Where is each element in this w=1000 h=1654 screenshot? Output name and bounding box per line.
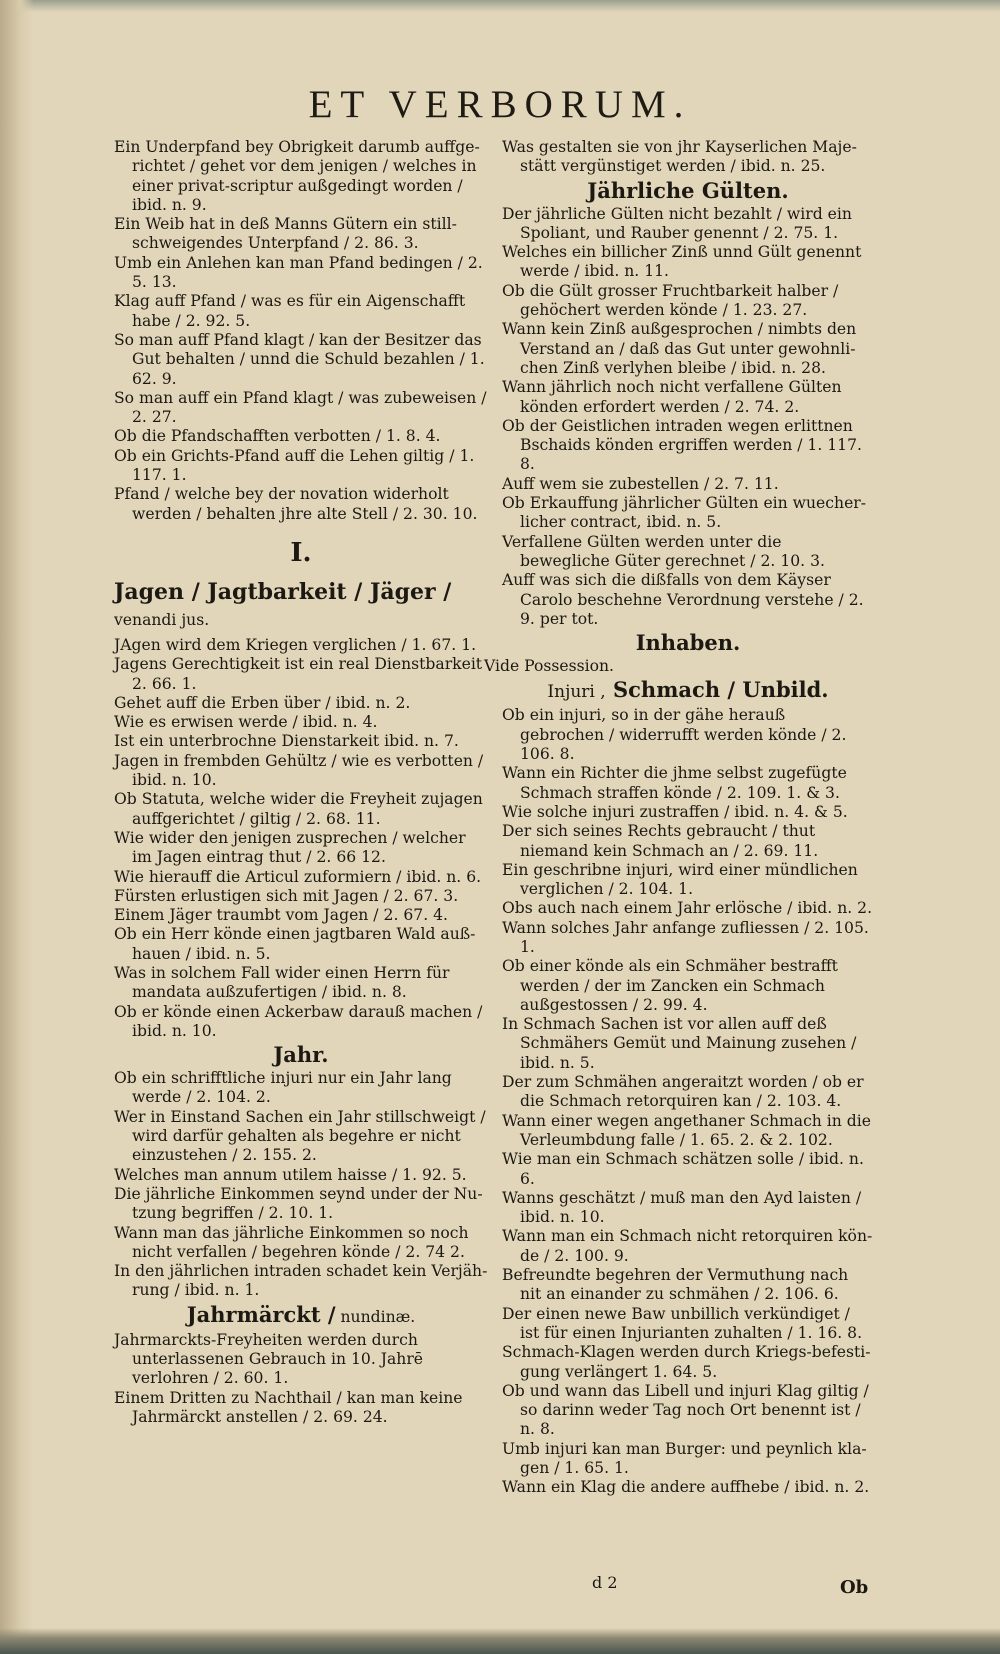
page-bottom-edge <box>0 1628 1000 1654</box>
index-entry: Was in solchem Fall wider einen Herrn für mandata außzufertigen / ibid. n. 8. <box>114 963 450 1002</box>
index-entry: Wann ein Klag die andere auffhebe / ibid. n. 2. <box>502 1478 870 1497</box>
index-entry: Der jährliche Gülten nicht bezahlt / wird ein Spoliant, und Rauber genennt / 2. 75. 1. <box>502 204 852 242</box>
index-entry: Ob einer könde als ein Schmäher bestrafft werden / der im Zancken ein Schmach außgestossen / 2. 99. 4. <box>502 957 838 1014</box>
index-entry: Wie wider den jenigen zusprechen / welcher im Jagen eintrag thut / 2. 66 12. <box>114 828 466 867</box>
index-entry: Pfand / welche bey der novation widerholt werden / behalten jhre alte Stell / 2. 30. 10. <box>114 485 478 523</box>
index-entry: Ob und wann das Libell und injuri Klag giltig / so darinn weder Tag noch Ort benennt ist / n. 8. <box>502 1381 869 1439</box>
index-entry: Einem Dritten zu Nachthail / kan man keine Jahrmärckt anstellen / 2. 69. 24. <box>114 1388 463 1426</box>
index-entry: Ob ein injuri, so in der gähe herauß gebrochen / widerrufft werden könde / 2. 106. 8. <box>502 706 847 764</box>
index-entry: Ob Statuta, welche wider die Freyheit zujagen auffgerichtet / giltig / 2. 68. 11. <box>114 790 483 828</box>
subject-heading: Inhaben. <box>635 630 741 656</box>
index-entry: Wann einer wegen angethaner Schmach in die Verleumbdung falle / 1. 65. 2. & 2. 102. <box>502 1111 871 1149</box>
index-entry: So man auff ein Pfand klagt / was zubeweisen / 2. 27. <box>114 388 487 427</box>
index-entry: In Schmach Sachen ist vor allen auff deß Schmähers Gemüt und Mainung zusehen / ibid. n. 5. <box>502 1015 857 1072</box>
subject-heading: Jahr. <box>273 1042 329 1068</box>
index-entry: Welches man annum utilem haisse / 1. 92. 5. <box>114 1165 467 1184</box>
heading-latin: venandi jus. <box>114 610 210 629</box>
index-entry: Umb injuri kan man Burger: und peynlich klagen / 1. 65. 1. <box>502 1439 867 1477</box>
index-entry: Jagens Gerechtigkeit ist ein real Dienstbarkeit 2. 66. 1. <box>114 655 483 693</box>
index-entry: Gehet auff die Erben über / ibid. n. 2. <box>114 693 411 712</box>
index-entry: Wann solches Jahr anfange zufliessen / 2. 105. 1. <box>502 918 869 956</box>
index-entry: Wie solche injuri zustraffen / ibid. n. 4. & 5. <box>502 802 848 821</box>
index-entry: Was gestalten sie von jhr Kayserlichen Majestätt vergünstiget werden / ibid. n. 25. <box>502 138 857 176</box>
index-entry: Verfallene Gülten werden unter die bewegliche Güter gerechnet / 2. 10. 3. <box>502 532 825 570</box>
subject-heading <box>502 677 874 705</box>
catchword: Ob <box>840 1577 869 1598</box>
index-entry: Jahrmarckts-Freyheiten werden durch unterlassenen Gebrauch in 10. Jahrē verlohren / 2. 60. 1. <box>114 1330 424 1388</box>
index-entry: Ob ein Herr könde einen jagtbaren Wald außhauen / ibid. n. 5. <box>114 925 476 963</box>
subject-heading <box>114 1302 488 1330</box>
right-column <box>484 138 874 1498</box>
heading-latin: nundinæ. <box>335 1307 416 1326</box>
index-entry: Auff wem sie zubestellen / 2. 7. 11. <box>502 474 779 493</box>
index-entry: Ob Erkauffung jährlicher Gülten ein wuecherlicher contract, ibid. n. 5. <box>502 494 867 532</box>
page-header: ET VERBORUM. <box>308 83 692 126</box>
index-entry: Umb ein Anlehen kan man Pfand bedingen / 2. 5. 13. <box>114 253 483 292</box>
index-entry: Welches ein billicher Zinß unnd Gült genennt werde / ibid. n. 11. <box>502 243 862 281</box>
index-entry: Ob der Geistlichen intraden wegen erlittnen Bschaids könden ergriffen werden / 1. 117. 8. <box>502 416 862 474</box>
index-entry: Ob ein Grichts-Pfand auff die Lehen giltig / 1. 117. 1. <box>114 446 475 485</box>
heading-latin: Injuri , <box>547 682 606 703</box>
index-entry: JAgen wird dem Kriegen verglichen / 1. 67. 1. <box>114 635 477 654</box>
index-entry: Befreundte begehren der Vermuthung nach nit an einander zu schmähen / 2. 106. 6. <box>502 1266 849 1304</box>
index-entry: Wie es erwisen werde / ibid. n. 4. <box>114 713 378 732</box>
index-entry: Ob ein schrifftliche injuri nur ein Jahr lang werde / 2. 104. 2. <box>114 1069 452 1107</box>
index-entry: Ob er könde einen Ackerbaw darauß machen / ibid. n. 10. <box>114 1002 483 1040</box>
index-entry: Die jährliche Einkommen seynd under der Nutzung begriffen / 2. 10. 1. <box>114 1184 483 1223</box>
signature-mark: d 2 <box>592 1573 618 1592</box>
index-entry: In den jährlichen intraden schadet kein Verjährung / ibid. n. 1. <box>114 1262 488 1300</box>
index-entry: Wann kein Zinß außgesprochen / nimbts den Verstand an / daß das Gut unter gewohnlichen Zinß verlyhen bleibe / ibid. n. 28. <box>502 320 857 377</box>
index-entry: Obs auch nach einem Jahr erlösche / ibid. n. 2. <box>502 899 873 918</box>
index-entry: Der zum Schmähen angeraitzt worden / ob er die Schmach retorquiren kan / 2. 103. 4. <box>502 1073 864 1111</box>
index-entry: Auff was sich die dißfalls von dem Käyser Carolo beschehne Verordnung verstehe / 2. 9. per tot. <box>502 571 864 628</box>
index-entry: Der einen newe Baw unbillich verkündiget / ist für einen Injurianten zuhalten / 1. 16. 8. <box>502 1304 863 1342</box>
index-entry: So man auff Pfand klagt / kan der Besitzer das Gut behalten / unnd die Schuld bezahlen / 1. 62. 9. <box>114 330 485 388</box>
index-entry: Ein Underpfand bey Obrigkeit darumb auffgerichtet / gehet vor dem jenigen / welches in einer privat-scriptur außgedingt worden / ibid. n. 9. <box>114 138 480 214</box>
page-top-edge <box>0 0 1000 12</box>
index-entry: Jagen in frembden Gehültz / wie es verbotten / ibid. n. 10. <box>114 751 484 790</box>
index-entry: Wann man das jährliche Einkommen so noch nicht verfallen / begehren könde / 2. 74 2. <box>114 1223 469 1261</box>
index-entry: Wie man ein Schmach schätzen solle / ibid. n. 6. <box>502 1150 864 1188</box>
subject-heading <box>114 580 488 632</box>
index-entry: Wie hierauff die Articul zuformiern / ibid. n. 6. <box>114 867 482 886</box>
index-entry: Der sich seines Rechts gebraucht / thut niemand kein Schmach an / 2. 69. 11. <box>502 822 819 860</box>
index-entry: Ist ein unterbrochne Dienstarkeit ibid. n. 7. <box>114 732 459 751</box>
heading-main: Jahrmärckt / <box>186 1301 336 1327</box>
index-entry: Wer in Einstand Sachen ein Jahr stillschweigt / wird darfür gehalten als begehre er nicht einzustehen / 2. 155. 2. <box>114 1107 486 1165</box>
index-entry: Ob die Gült grosser Fruchtbarkeit halber / gehöchert werden könde / 1. 23. 27. <box>502 281 839 320</box>
index-entry: Wanns geschätzt / muß man den Ayd laisten / ibid. n. 10. <box>502 1188 862 1227</box>
index-entry: Wann jährlich noch nicht verfallene Gülten könden erfordert werden / 2. 74. 2. <box>502 378 842 416</box>
index-entry: Wann man ein Schmach nicht retorquiren könde / 2. 100. 9. <box>502 1227 873 1265</box>
index-entry: Ob die Pfandschafften verbotten / 1. 8. 4. <box>114 427 441 446</box>
index-entry: Wann ein Richter die jhme selbst zugefügte Schmach straffen könde / 2. 109. 1. & 3. <box>502 764 847 802</box>
subject-heading: Jährliche Gülten. <box>587 177 789 203</box>
left-column <box>114 138 488 1427</box>
index-entry: Einem Jäger traumbt vom Jagen / 2. 67. 4. <box>114 906 448 925</box>
heading-main: Schmach / Unbild. <box>605 677 829 703</box>
page-gutter-shadow <box>0 0 34 1654</box>
index-entry: Ein geschribne injuri, wird einer mündlichen verglichen / 2. 104. 1. <box>502 860 858 899</box>
index-entry: Ein Weib hat in deß Manns Gütern ein stillschweigendes Unterpfand / 2. 86. 3. <box>114 215 457 253</box>
cross-reference: Vide Possession. <box>484 657 615 676</box>
index-entry: Klag auff Pfand / was es für ein Aigenschafft habe / 2. 92. 5. <box>114 292 466 330</box>
heading-main: Jagen / Jagtbarkeit / Jäger / <box>114 578 452 605</box>
section-letter: I. <box>290 537 312 568</box>
index-entry: Schmach-Klagen werden durch Kriegs-befestigung verlängert 1. 64. 5. <box>502 1343 871 1381</box>
index-entry: Fürsten erlustigen sich mit Jagen / 2. 67. 3. <box>114 886 459 905</box>
